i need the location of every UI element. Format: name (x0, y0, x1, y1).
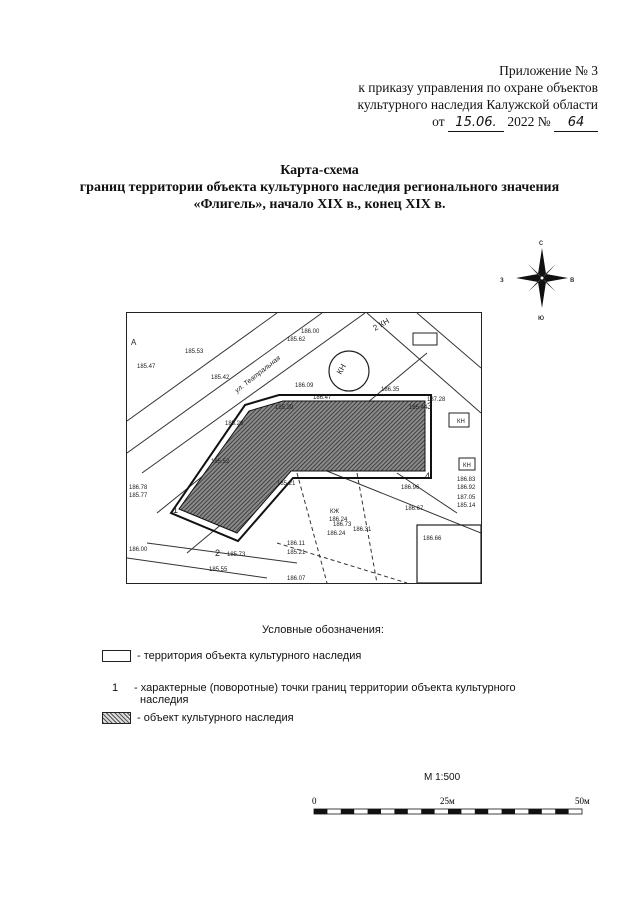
elevation: 186.00 (129, 547, 148, 553)
elevation: 185.44 (409, 405, 428, 411)
elevation: 185.14 (457, 503, 476, 509)
point-1: 1 (173, 505, 179, 515)
legend-points-num: 1 (112, 682, 119, 694)
elevation: 186.07 (287, 576, 306, 582)
elevation: 186.67 (405, 506, 424, 512)
scale-bar (300, 795, 590, 825)
point-3: 3 (427, 401, 433, 411)
elevation: 185.42 (211, 375, 230, 381)
elevation: 187.28 (427, 397, 446, 403)
order-number: 64 (554, 114, 598, 132)
legend-object (102, 712, 294, 724)
point-2: 2 (215, 548, 221, 558)
elevation: 186.24 (327, 531, 346, 537)
label-2kn: 2 КН (371, 316, 391, 333)
street-letter: А (131, 338, 137, 347)
legend-territory (102, 650, 361, 662)
elevation: 186.73 (333, 522, 352, 528)
elevation: 186.24 (329, 517, 348, 523)
elevation: 186.35 (381, 387, 400, 393)
label-kn: КН (334, 362, 348, 376)
elevation: 186.96 (401, 485, 420, 491)
elevation: 186.83 (457, 477, 476, 483)
title-line-2: границ территории объекта культурного наследия регионального значения (79, 180, 560, 195)
title-line-1: Карта-схема (280, 163, 359, 178)
order-year: 2022 (507, 114, 535, 129)
elevation: 185.55 (209, 567, 228, 573)
order-reference: к приказу управления по охране объектов (358, 80, 598, 95)
order-authority: культурного наследия Калужской области (357, 97, 598, 112)
site-map (126, 312, 482, 584)
territory-swatch-icon (102, 650, 131, 662)
elevation: 186.78 (129, 485, 148, 491)
scale-zero: 0 (312, 796, 317, 806)
legend-object-text: - объект культурного наследия (137, 712, 294, 724)
title-line-3: «Флигель», начало XIX в., конец XIX в. (193, 197, 446, 212)
appendix-header (357, 62, 598, 132)
elevation: 185.77 (129, 493, 148, 499)
map-drawing (127, 313, 481, 583)
order-date: 15.06. (448, 114, 504, 132)
label-kn-3: КН (463, 463, 471, 469)
label-kn-2: КН (457, 419, 465, 425)
elevation: 185.53 (185, 349, 204, 355)
label-kzh: КЖ (330, 509, 340, 515)
elevation: 186.66 (423, 536, 442, 542)
legend-points-line1: - характерные (поворотные) точки границ территории объекта культурного (134, 682, 516, 694)
elevation: 186.00 (301, 329, 320, 335)
elevation: 186.09 (295, 383, 314, 389)
elevation: 186.92 (457, 485, 476, 491)
object-swatch-icon (102, 712, 131, 724)
appendix-number: Приложение № 3 (499, 63, 598, 78)
scale-ratio: М 1:500 (424, 772, 461, 783)
elevation: 187.05 (457, 495, 476, 501)
legend-title: Условные обозначения: (262, 624, 384, 636)
elevation: 186.11 (287, 541, 305, 547)
order-date-line (357, 113, 598, 132)
street-name: ул. Театральная (233, 354, 283, 395)
compass-west: з (500, 275, 504, 284)
compass-north: с (539, 238, 543, 247)
legend-territory-text: - территория объекта культурного наследия (137, 650, 362, 662)
elevation: 185.62 (287, 337, 306, 343)
compass-east: в (570, 275, 575, 284)
elevation: 185.39 (275, 405, 294, 411)
elevation: 186.47 (313, 395, 332, 401)
compass-south: ю (538, 313, 544, 320)
elevation: 185.21 (287, 550, 306, 556)
elevation: 186.31 (353, 527, 372, 533)
elevation: 185.52 (211, 459, 230, 465)
order-number-sign: № (537, 114, 551, 129)
point-4: 4 (425, 471, 431, 481)
compass-rose-icon (500, 238, 590, 320)
elevation: 185.47 (137, 364, 156, 370)
elevation: 185.21 (277, 481, 296, 487)
elevation: 185.28 (225, 421, 244, 427)
legend-points (112, 682, 516, 706)
order-date-prefix: от (432, 114, 445, 129)
scale-mid: 25м (440, 796, 455, 806)
document-title (0, 162, 639, 213)
scale-end: 50м (575, 796, 590, 806)
elevation: 185.73 (227, 552, 246, 558)
legend-points-line2: наследия (140, 694, 189, 706)
